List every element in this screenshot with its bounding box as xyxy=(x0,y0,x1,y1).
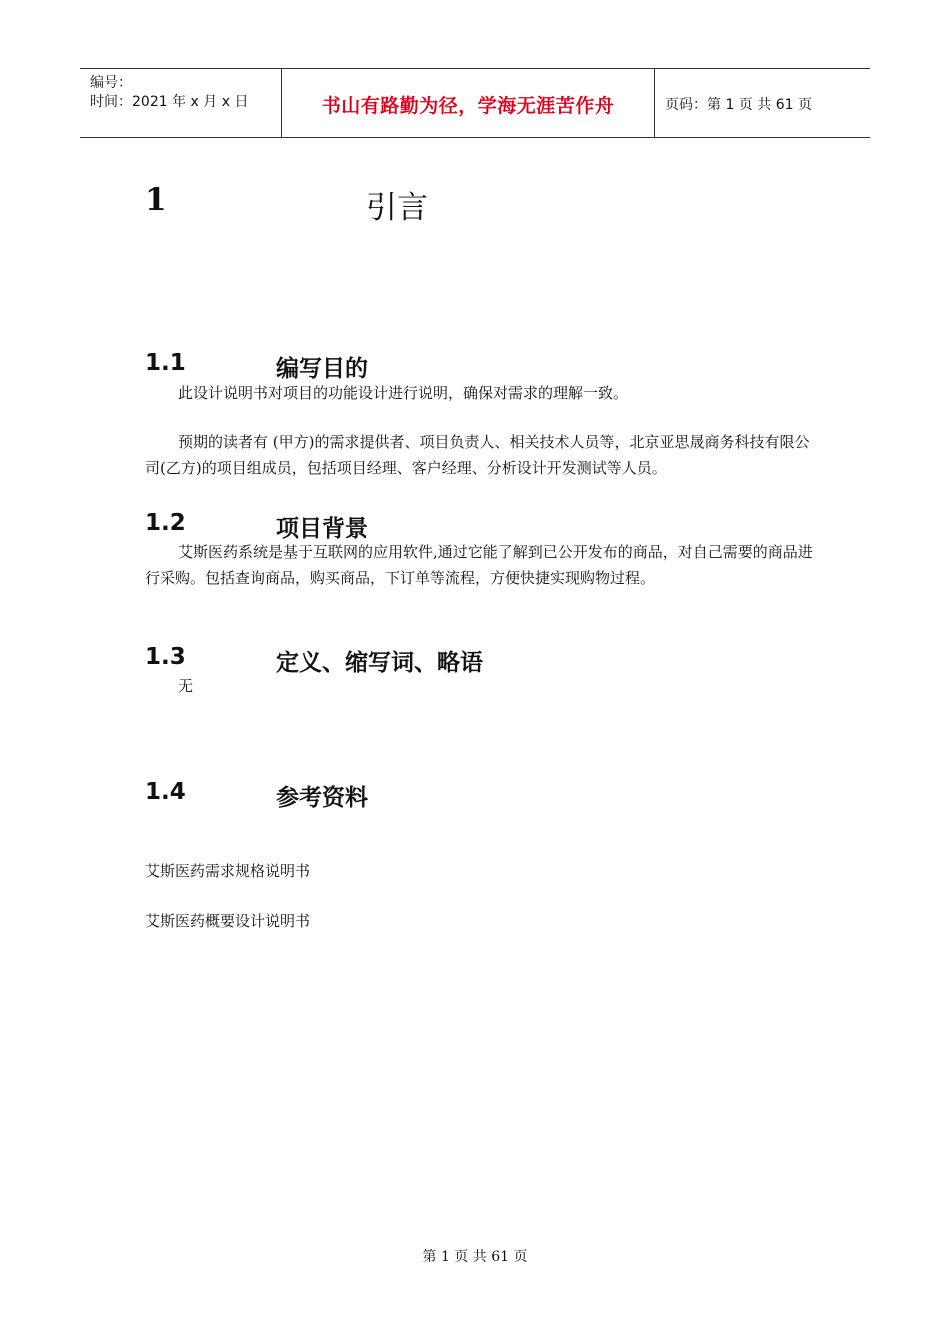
header-page-cell xyxy=(655,69,870,137)
paragraph: 预期的读者有 (甲方)的需求提供者、项目负责人、相关技术人员等，北京亚思晟商务科技有限公司(乙方)的项目组成员，包括项目经理、客户经理、分析设计开发测试等人员。 xyxy=(145,433,810,477)
section-title: 参考资料 xyxy=(276,785,368,811)
section-title: 编写目的 xyxy=(276,356,368,382)
paragraph: 无 xyxy=(178,677,194,695)
header-meta-cell xyxy=(80,69,282,137)
section-number: 1.4 xyxy=(145,779,186,805)
document-header xyxy=(80,68,870,138)
paragraph: 艾斯医药系统是基于互联网的应用软件,通过它能了解到已公开发布的商品，对自己需要的商品进行采购。包括查询商品，购买商品，下订单等流程，方便快捷实现购物过程。 xyxy=(145,543,813,587)
header-page-label: 页码：第 1 页 共 61 页 xyxy=(665,97,812,113)
document-time-label: 时间：2021 年 x 月 x 日 xyxy=(90,94,249,110)
section-title: 定义、缩写词、略语 xyxy=(276,650,483,676)
document-number-label: 编号： xyxy=(90,75,132,91)
chapter-title: 引言 xyxy=(366,190,428,226)
reference-item: 艾斯医药概要设计说明书 xyxy=(145,912,311,930)
header-motto: 书山有路勤为径，学海无涯苦作舟 xyxy=(321,95,615,117)
chapter-number: 1 xyxy=(145,182,167,218)
reference-item: 艾斯医药需求规格说明书 xyxy=(145,862,311,880)
section-number: 1.3 xyxy=(145,644,186,670)
section-title: 项目背景 xyxy=(276,516,368,542)
header-motto-cell xyxy=(282,69,655,137)
page-footer: 第 1 页 共 61 页 xyxy=(422,1249,528,1265)
section-number: 1.1 xyxy=(145,350,186,376)
section-number: 1.2 xyxy=(145,510,186,536)
paragraph: 此设计说明书对项目的功能设计进行说明，确保对需求的理解一致。 xyxy=(178,384,629,402)
